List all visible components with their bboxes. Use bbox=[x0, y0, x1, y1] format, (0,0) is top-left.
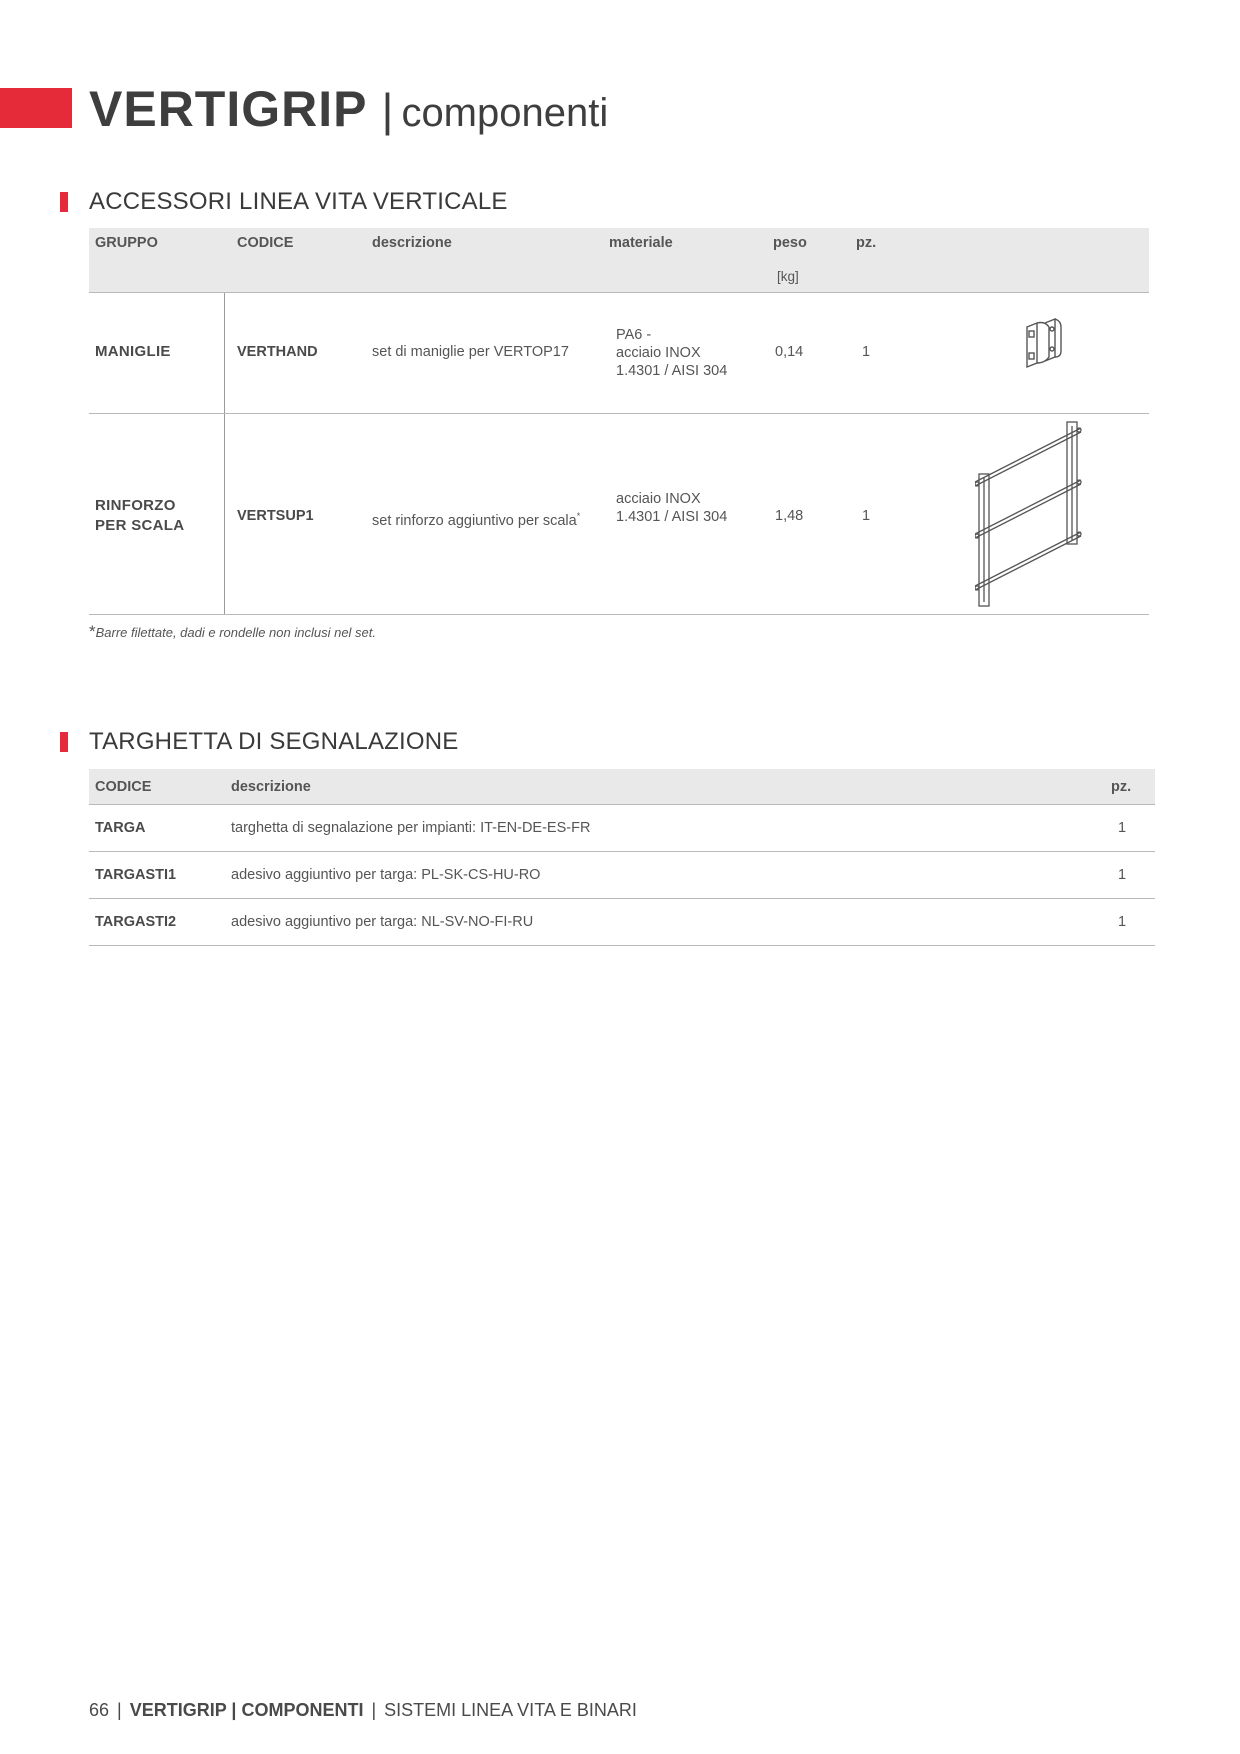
row-materiale bbox=[616, 326, 727, 380]
page-number: 66 bbox=[89, 1700, 110, 1720]
table-row bbox=[89, 899, 1155, 946]
table-row bbox=[89, 805, 1155, 852]
title-brand: VERTIGRIP bbox=[89, 81, 368, 137]
row-descrizione: targhetta di segnalazione per impianti: IT-EN-DE-ES-FR bbox=[231, 820, 591, 836]
header-accent-bar bbox=[0, 88, 72, 128]
footnote-mark: * bbox=[89, 622, 96, 641]
targhetta-table bbox=[89, 769, 1155, 946]
col-codice: CODICE bbox=[95, 779, 152, 795]
row-codice: VERTSUP1 bbox=[237, 508, 314, 524]
descrizione-text: set rinforzo aggiuntivo per scala bbox=[372, 512, 577, 529]
row-codice: TARGASTI1 bbox=[95, 867, 177, 883]
materiale-line: acciaio INOX bbox=[616, 345, 701, 361]
footnote-text: Barre filettate, dadi e rondelle non inclusi nel set. bbox=[95, 625, 377, 640]
column-divider bbox=[224, 293, 225, 413]
table-row bbox=[89, 852, 1155, 899]
materiale-line: acciaio INOX bbox=[616, 491, 701, 507]
col-pz: pz. bbox=[856, 235, 877, 251]
section-marker bbox=[60, 732, 68, 752]
ladder-reinforcement-icon bbox=[975, 418, 1095, 610]
gruppo-line: RINFORZO bbox=[95, 497, 176, 514]
col-pz: pz. bbox=[1111, 779, 1132, 795]
footer-section: VERTIGRIP | COMPONENTI bbox=[129, 1700, 364, 1720]
col-peso: peso bbox=[773, 235, 807, 251]
title-subtitle: componenti bbox=[401, 91, 609, 135]
row-descrizione: adesivo aggiuntivo per targa: NL-SV-NO-FI-RU bbox=[231, 914, 534, 930]
col-gruppo: GRUPPO bbox=[95, 235, 158, 251]
materiale-line: PA6 - bbox=[616, 327, 652, 343]
section-title: ACCESSORI LINEA VITA VERTICALE bbox=[89, 188, 508, 215]
table-row bbox=[89, 293, 1149, 414]
row-gruppo bbox=[95, 496, 184, 536]
col-codice: CODICE bbox=[237, 235, 294, 251]
col-descrizione: descrizione bbox=[372, 235, 452, 251]
row-peso: 0,14 bbox=[775, 344, 804, 360]
col-descrizione: descrizione bbox=[231, 779, 311, 795]
row-pz: 1 bbox=[1118, 820, 1127, 836]
row-descrizione: set di maniglie per VERTOP17 bbox=[372, 344, 569, 360]
materiale-line: 1.4301 / AISI 304 bbox=[616, 509, 728, 525]
row-peso: 1,48 bbox=[775, 508, 804, 524]
section-title: TARGHETTA DI SEGNALAZIONE bbox=[89, 728, 459, 755]
table-header bbox=[89, 769, 1155, 805]
row-codice: TARGASTI2 bbox=[95, 914, 177, 930]
section-heading-accessori bbox=[60, 188, 508, 216]
page-footer bbox=[89, 1700, 637, 1721]
handle-set-icon bbox=[1021, 317, 1063, 373]
column-divider bbox=[224, 414, 225, 614]
footer-chapter: SISTEMI LINEA VITA E BINARI bbox=[384, 1700, 637, 1720]
row-gruppo: MANIGLIE bbox=[95, 343, 171, 360]
gruppo-line: PER SCALA bbox=[95, 517, 185, 534]
row-materiale bbox=[616, 490, 727, 526]
table-header bbox=[89, 228, 1149, 293]
footer-separator: | bbox=[371, 1700, 377, 1720]
footer-separator: | bbox=[117, 1700, 122, 1720]
section-heading-targhetta bbox=[60, 728, 459, 756]
col-peso-unit: [kg] bbox=[777, 269, 799, 284]
row-codice: VERTHAND bbox=[237, 344, 318, 360]
footnote bbox=[89, 622, 376, 642]
row-pz: 1 bbox=[862, 344, 871, 360]
row-descrizione: adesivo aggiuntivo per targa: PL-SK-CS-HU-RO bbox=[231, 867, 541, 883]
note-mark: * bbox=[576, 511, 581, 521]
title-separator: | bbox=[381, 84, 394, 136]
accessori-table bbox=[89, 228, 1149, 615]
table-row bbox=[89, 414, 1149, 615]
section-marker bbox=[60, 192, 68, 212]
page-title bbox=[89, 80, 608, 140]
row-pz: 1 bbox=[862, 508, 871, 524]
row-pz: 1 bbox=[1118, 867, 1127, 883]
row-codice: TARGA bbox=[95, 820, 146, 836]
materiale-line: 1.4301 / AISI 304 bbox=[616, 363, 728, 379]
row-pz: 1 bbox=[1118, 914, 1127, 930]
col-materiale: materiale bbox=[609, 235, 673, 251]
row-descrizione bbox=[372, 507, 580, 530]
